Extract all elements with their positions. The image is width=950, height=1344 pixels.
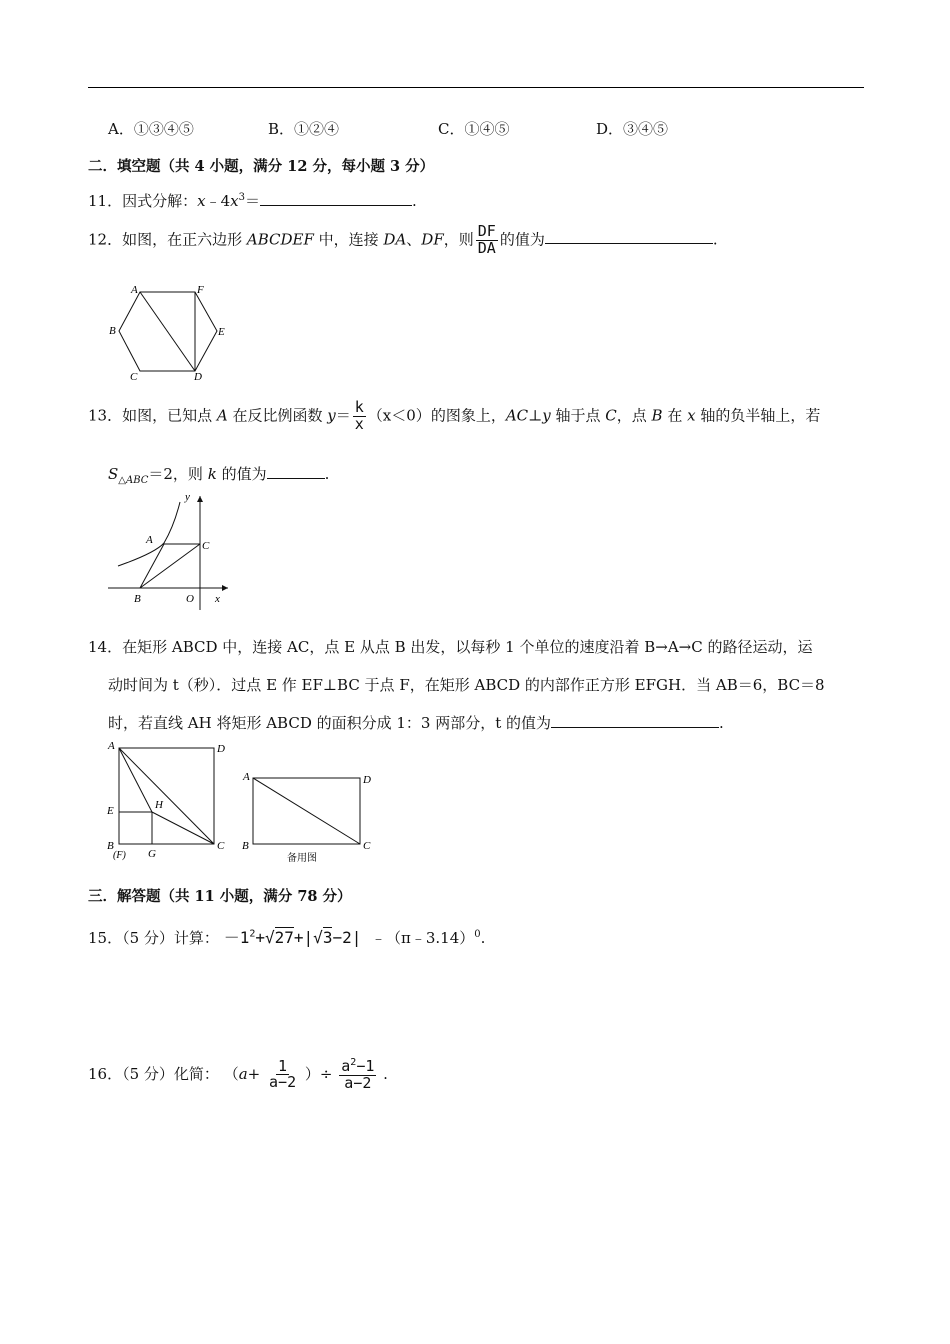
option-b: B．①②④ (268, 120, 340, 138)
answer-blank[interactable] (545, 229, 713, 244)
fraction-a2-minus-1-over-a-minus-2: $\frac{a^2-1}{a-2}$ (341, 1057, 375, 1092)
label-c: C (130, 371, 138, 383)
question-16: 16．（5 分）化简： （a+ $\frac{1}{a-2}$ ）÷ $\frac{a^2-1}{a-2}$ . (88, 1056, 388, 1092)
rectangle-figure-main (100, 738, 240, 862)
question-15: 15．（5 分）计算： $-1^2+√27+|√3-2|$ ﹣（π﹣3.14）$^0$. (88, 928, 486, 947)
option-c: C．①④⑤ (438, 120, 510, 138)
label-b: B (107, 840, 114, 852)
expression-15: $-1^2+√27+|√3-2|$ (223, 928, 362, 947)
answer-blank[interactable] (260, 191, 412, 206)
answer-blank[interactable] (267, 464, 325, 479)
question-11: 11．因式分解：$x﹣4x^3=$ . (88, 192, 417, 210)
question-14-line3: 时，若直线 AH 将矩形 ABCD 的面积分成 1：3 两部分，t 的值为 . (108, 714, 724, 732)
label-f: (F) (113, 850, 126, 861)
label-b: B (134, 593, 141, 605)
question-13-line2: $S_{\triangle ABC}=2$，则 k 的值为 . (108, 465, 330, 486)
fraction-k-x: $\frac{k}{x}$ (354, 398, 364, 433)
label-x: x (215, 593, 220, 605)
label-a: A (146, 534, 153, 546)
option-d: D．③④⑤ (596, 120, 669, 138)
label-b: B (242, 840, 249, 852)
fraction-df-da: $\frac{DF}{DA}$ (477, 222, 496, 257)
option-a: A．①③④⑤ (108, 120, 194, 138)
label-a: A (243, 771, 250, 783)
question-12: 12．如图，在正六边形 ABCDEF 中，连接 DA、DF，则 $\frac{DF}{DA}$ 的值为 . (88, 222, 718, 257)
fraction-1-over-a-minus-2: $\frac{1}{a-2}$ (269, 1056, 297, 1092)
spare-figure-caption: 备用图 (287, 853, 317, 864)
label-d: D (363, 774, 371, 786)
question-13: 13．如图，已知点 A 在反比例函数 y＝ $\frac{k}{x}$ （x＜0）的图象上，AC⊥y 轴于点 C，点 B 在 x 轴的负半轴上，若 (88, 398, 821, 433)
label-e: E (218, 326, 225, 338)
label-c: C (363, 840, 371, 852)
label-e: E (107, 805, 114, 817)
header-rule (88, 87, 864, 88)
section-3-title: 三．解答题（共 11 小题，满分 78 分） (88, 888, 352, 905)
section-2-title: 二．填空题（共 4 小题，满分 12 分，每小题 3 分） (88, 158, 435, 175)
label-g: G (148, 848, 156, 860)
question-14-line2: 动时间为 t（秒）．过点 E 作 EF⊥BC 于点 F，在矩形 ABCD 的内部作正方形 EFGH．当 AB＝6，BC＝8 (108, 676, 825, 694)
label-b: B (109, 325, 116, 337)
answer-blank[interactable] (551, 713, 719, 728)
label-c: C (217, 840, 225, 852)
label-d: D (194, 371, 202, 383)
hexagon-figure (105, 283, 235, 383)
label-d: D (217, 743, 225, 755)
rectangle-figure-spare (236, 768, 382, 866)
label-o: O (186, 593, 194, 605)
hyperbola-figure (100, 488, 240, 616)
label-a: A (108, 740, 115, 752)
label-f: F (197, 284, 204, 296)
question-14: 14．在矩形 ABCD 中，连接 AC，点 E 从点 B 出发，以每秒 1 个单位的速度沿着 B→A→C 的路径运动，运 (88, 638, 813, 656)
label-c: C (202, 540, 210, 552)
label-y: y (185, 491, 190, 503)
label-h: H (155, 799, 163, 811)
label-a: A (131, 284, 138, 296)
